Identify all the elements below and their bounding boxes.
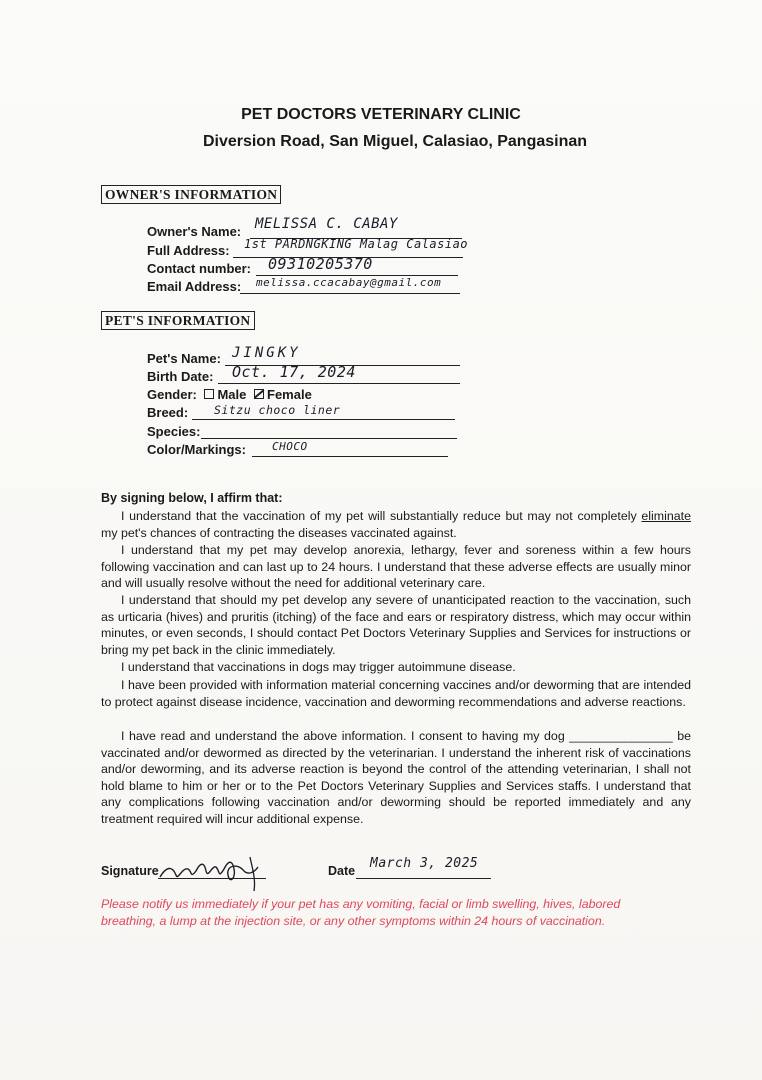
clinic-address: Diversion Road, San Miguel, Calasiao, Pangasinan <box>202 133 588 150</box>
affirmation-paragraph-3: I understand that should my pet develop any severe of unanticipated reaction to the vaccination, such as urticaria (hives) and pruritis (itching) of the face and ears or respiratory distress, which may occur within minutes, or even seconds, I should contact Pet Doctors Veterinary Supplies and Services for instructions or bring my pet back in the clinic immediately. <box>101 593 691 657</box>
email-value: melissa.ccacabay@gmail.com <box>256 276 442 289</box>
address-label: Full Address: <box>147 243 230 258</box>
female-label: Female <box>267 387 312 402</box>
notice-text: Please notify us immediately if your pet has any vomiting, facial or limb swelling, hives, labored breathing, a lump at the injection site, or any other symptoms within 24 hours of vaccination. <box>101 897 621 928</box>
owner-section-title: OWNER'S INFORMATION <box>101 185 281 204</box>
species-label: Species: <box>147 424 201 439</box>
gender-label: Gender: <box>147 387 197 402</box>
breed-value: Sitzu choco liner <box>214 403 341 417</box>
affirmation-paragraph-5: I have been provided with information material concerning vaccines and/or deworming that are intended to protect against disease incidence, vaccination and deworming recommendations and adverse reactions. <box>101 678 691 709</box>
signature-label: Signature <box>101 864 159 878</box>
handwritten-signature <box>158 845 268 893</box>
affirmation-paragraph-6: I have read and understand the above information. I consent to having my dog _______________ be vaccinated and/or dewormed as directed by the veterinarian. I understand the inherent risk of vaccinations and/or deworming, and its adverse reaction is beyond the control of the attending veterinarian, I shall not hold blame to him or her or to the Pet Doctors Veterinary Supplies and Services staffs. I understand that any complications following vaccination and/or deworming should be reported immediately and any treatment required will incur additional expense. <box>101 729 691 826</box>
owner-name-value: MELISSA C. CABAY <box>255 216 398 232</box>
email-label: Email Address: <box>147 279 242 294</box>
date-label: Date <box>328 864 356 878</box>
affirmation-paragraph-2: I understand that my pet may develop anorexia, lethargy, fever and soreness within a few hours following vaccination and can last up to 24 hours. I understand that these adverse effects are usually minor and will usually resolve without the need for additional veterinary care. <box>101 543 691 591</box>
color-value: CHOCO <box>272 440 308 453</box>
pet-name-label: Pet's Name: <box>147 351 221 366</box>
female-checkbox[interactable] <box>254 389 264 399</box>
affirmation-paragraph-1: I understand that the vaccination of my pet will substantially reduce but may not completely eliminate my pet's chances of contracting the diseases vaccinated against. <box>101 509 691 540</box>
male-checkbox[interactable] <box>204 389 214 399</box>
breed-label: Breed: <box>147 405 189 420</box>
address-value: 1st PARDNGKING Malag Calasiao <box>244 237 469 251</box>
date-line <box>356 878 491 879</box>
male-label: Male <box>217 387 247 402</box>
affirmation-paragraph-4: I understand that vaccinations in dogs may trigger autoimmune disease. <box>121 660 516 674</box>
color-label: Color/Markings: <box>147 442 246 457</box>
pet-section-title: PET'S INFORMATION <box>101 311 255 330</box>
contact-label: Contact number: <box>147 261 251 276</box>
birth-date-label: Birth Date: <box>147 369 214 384</box>
owner-name-label: Owner's Name: <box>147 224 242 239</box>
birth-date-line <box>218 383 460 384</box>
affirmation-heading: By signing below, I affirm that: <box>101 491 283 505</box>
birth-date-value: Oct. 17, 2024 <box>232 363 356 381</box>
pet-name-value: JINGKY <box>232 345 301 361</box>
clinic-name: PET DOCTORS VETERINARY CLINIC <box>241 106 521 123</box>
contact-value: 09310205370 <box>268 255 373 273</box>
breed-line <box>192 419 455 420</box>
gender-row <box>147 387 312 403</box>
color-line <box>252 456 448 457</box>
species-line <box>201 438 457 439</box>
email-line <box>240 293 460 294</box>
date-value: March 3, 2025 <box>370 856 479 871</box>
